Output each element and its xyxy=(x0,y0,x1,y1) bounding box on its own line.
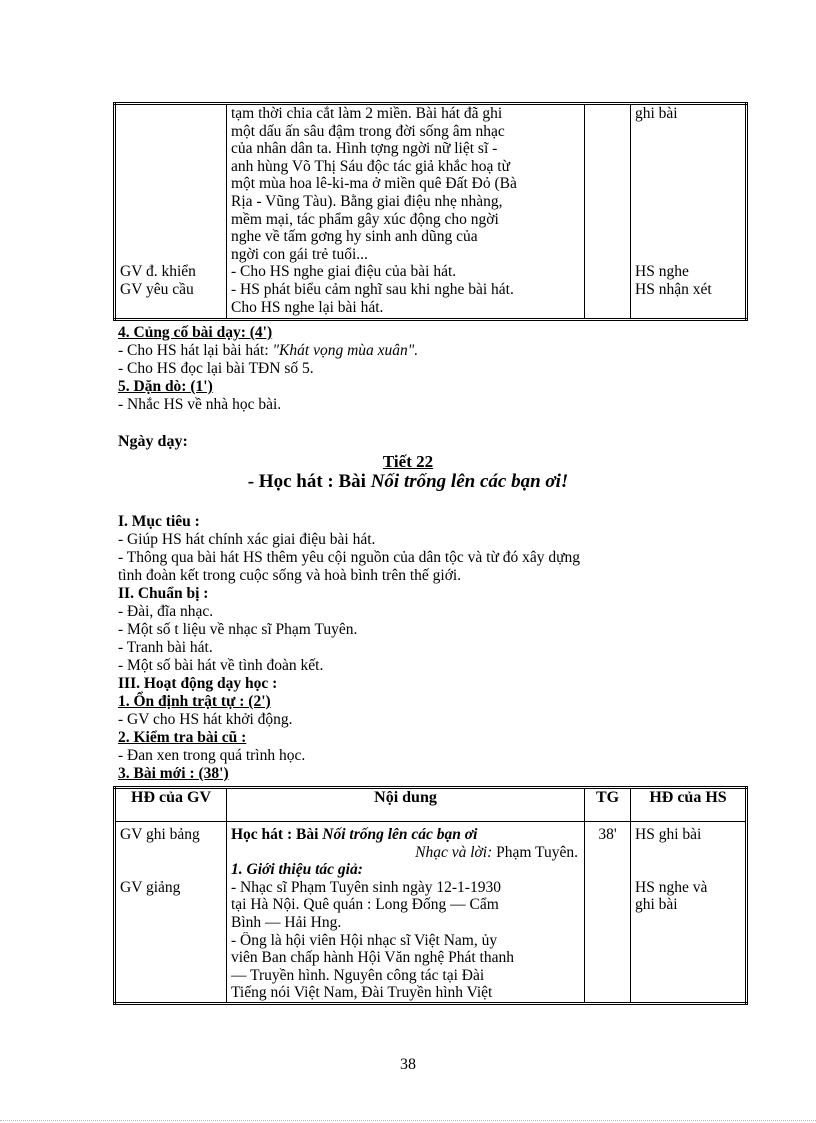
student-activity-cell xyxy=(631,822,747,1004)
content-line: viên Ban chấp hành Hội Văn nghệ Phát thanh xyxy=(231,949,514,967)
content-cell xyxy=(227,104,585,320)
content-line: nghe về tấm gơng hy sinh anh dũng của xyxy=(231,228,478,246)
song-heading: Học hát : Bài Nối trống lên các bạn ơi xyxy=(231,826,478,843)
composer-credit: Nhạc và lời: Phạm Tuyên. xyxy=(415,843,578,861)
section-5-line-1: - Nhắc HS về nhà học bài. xyxy=(118,396,282,413)
content-line: — Truyền hình. Nguyên công tác tại Đài xyxy=(231,966,485,984)
student-activity-text: ghi bài xyxy=(635,896,678,914)
preparation-item: - Một số t liệu về nhạc sĩ Phạm Tuyên. xyxy=(118,621,358,638)
student-activity-text: HS nhận xét xyxy=(635,280,712,298)
section-4-line-2: - Cho HS đọc lại bài TĐN số 5. xyxy=(118,360,314,377)
content-line: một dấu ấn sâu đậm trong đời sống âm nhạc xyxy=(231,122,505,140)
content-line: Tiếng nói Việt Nam, Đài Truyền hình Việt xyxy=(231,984,493,1002)
objective-item: - Giúp HS hát chính xác giai điệu bài hát. xyxy=(118,531,376,548)
review-item: - Đan xen trong quá trình học. xyxy=(118,747,306,764)
time-value: 38' xyxy=(598,826,617,843)
time-cell xyxy=(585,104,631,320)
content-line: - Cho HS nghe giai điệu của bài hát. xyxy=(231,263,457,281)
new-lesson-title: 3. Bài mới : (38') xyxy=(118,765,229,782)
preparation-item: - Một số bài hát về tình đoàn kết. xyxy=(118,657,324,674)
stabilize-item: - GV cho HS hát khởi động. xyxy=(118,711,293,728)
content-line: Bình — Hải Hng. xyxy=(231,913,342,931)
content-line: ngời con gái trẻ tuổi... xyxy=(231,245,368,263)
section-5-title: 5. Dặn dò: (1') xyxy=(118,378,213,395)
time-cell xyxy=(585,822,631,1004)
student-activity-text: HS nghe và xyxy=(635,878,708,896)
header-student-activity: HĐ của HS xyxy=(631,788,747,822)
teacher-activity-cell xyxy=(115,104,227,320)
section-4-line-1: - Cho HS hát lại bài hát: "Khát vọng mùa xuân". xyxy=(118,342,419,359)
content-line: mềm mại, tác phẩm gây xúc động cho ngời xyxy=(231,210,499,228)
student-activity-cell xyxy=(631,104,747,320)
lesson-activity-table xyxy=(113,786,748,1005)
student-activity-text: HS nghe xyxy=(635,263,689,281)
preparation-title: II. Chuẩn bị : xyxy=(118,585,209,602)
teacher-activity-text: GV yêu cầu xyxy=(120,280,194,298)
student-activity-text: HS ghi bài xyxy=(635,826,702,843)
teacher-activity-text: GV ghi bảng xyxy=(120,826,200,843)
content-line: - Ông là hội viên Hội nhạc sĩ Việt Nam, ủy xyxy=(231,931,498,949)
lesson-title: - Học hát : Bài Nối trống lên các bạn ơi! xyxy=(247,471,569,492)
objective-item: - Thông qua bài hát HS thêm yêu cội nguồn của dân tộc và từ đó xây dựng xyxy=(118,549,581,566)
lesson-number-title: Tiết 22 xyxy=(382,452,434,471)
teacher-activity-cell xyxy=(115,822,227,1004)
content-line: Cho HS nghe lại bài hát. xyxy=(231,298,384,316)
teacher-activity-text: GV giảng xyxy=(120,878,181,896)
header-teacher-activity: HĐ của GV xyxy=(115,788,227,822)
header-time: TG xyxy=(585,788,631,822)
activities-title: III. Hoạt động dạy học : xyxy=(118,675,278,692)
content-line: - Nhạc sĩ Phạm Tuyên sinh ngày 12-1-1930 xyxy=(231,878,501,896)
section-4-title: 4. Củng cố bài dạy: (4') xyxy=(118,324,273,341)
content-line: tạm thời chia cắt làm 2 miền. Bài hát đã ghi xyxy=(231,105,503,122)
review-title: 2. Kiểm tra bài cũ : xyxy=(118,729,247,746)
content-line: của nhân dân ta. Hình tợng ngời nữ liệt sĩ - xyxy=(231,140,498,158)
preparation-item: - Tranh bài hát. xyxy=(118,639,213,656)
page-number: 38 xyxy=(400,1056,416,1073)
teacher-activity-text: GV đ. khiển xyxy=(120,263,196,281)
author-intro-title: 1. Giới thiệu tác giả: xyxy=(231,861,363,879)
objective-item: tình đoàn kết trong cuộc sống và hoà bình trên thế giới. xyxy=(118,567,462,584)
teaching-date-label: Ngày dạy: xyxy=(118,433,188,450)
header-content: Nội dung xyxy=(227,788,585,822)
content-line: anh hùng Võ Thị Sáu độc tác giả khắc hoạ từ xyxy=(231,157,511,175)
page-divider xyxy=(0,1120,816,1121)
activity-table-continued xyxy=(113,102,748,321)
content-line: Rịa - Vũng Tàu). Bằng giai điệu nhẹ nhàng, xyxy=(231,192,503,210)
content-line: - HS phát biểu cảm nghĩ sau khi nghe bài hát. xyxy=(231,280,514,298)
content-line: tại Hà Nội. Quê quán : Long Đống — Cẩm xyxy=(231,896,499,914)
content-line: một mùa hoa lê-ki-ma ở miền quê Đất Đỏ (Bà xyxy=(231,175,517,193)
stabilize-title: 1. Ổn định trật tự : (2') xyxy=(118,693,271,710)
content-cell xyxy=(227,822,585,1004)
objectives-title: I. Mục tiêu : xyxy=(118,513,200,530)
student-activity-text: ghi bài xyxy=(635,105,678,122)
preparation-item: - Đài, đĩa nhạc. xyxy=(118,603,214,620)
